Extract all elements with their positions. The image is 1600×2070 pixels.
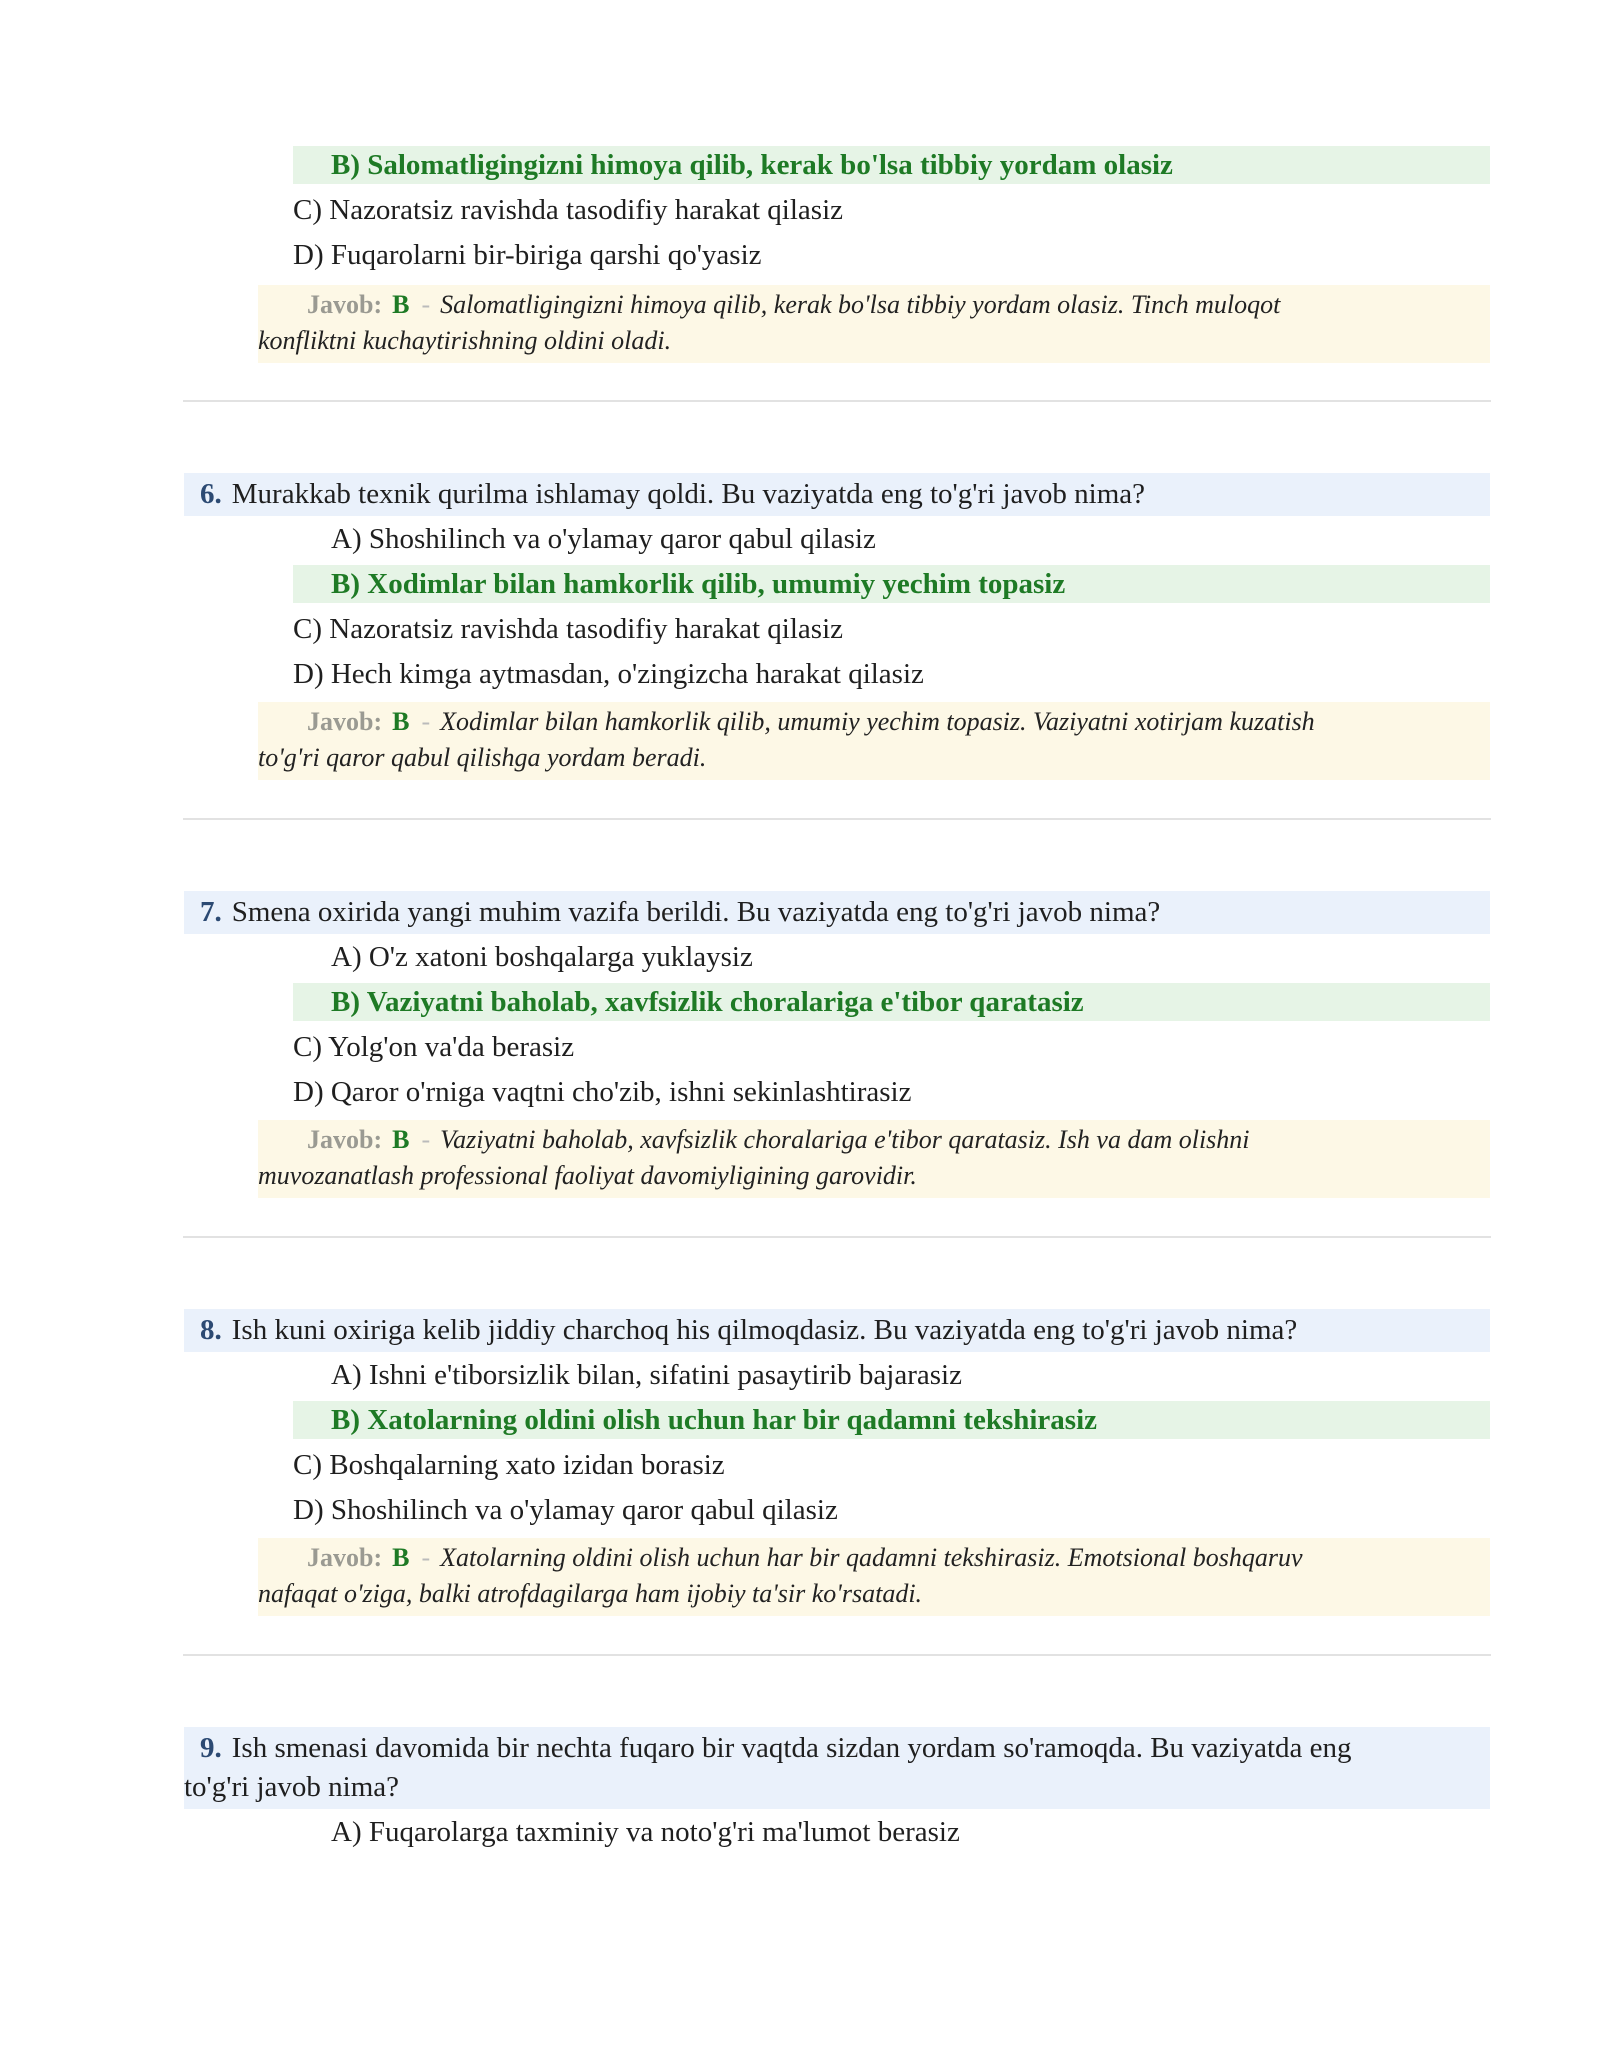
question-number: 9. [200,1732,222,1764]
answer-explanation-line2: muvozanatlash professional faoliyat davomiyligining garovidir. [258,1161,917,1190]
question-text: Smena oxirida yangi muhim vazifa berildi. Bu vaziyatda eng to'g'ri javob nima? [231,896,1161,928]
answer-letter: B [392,1543,410,1572]
q6-question [184,473,1490,516]
answer-dash: - [421,290,431,319]
answer-label: Javob: [307,1125,383,1154]
q6-option-b-correct: B) Xodimlar bilan hamkorlik qilib, umumiy yechim topasiz [293,565,1490,603]
q6-option-a: A) Shoshilinch va o'ylamay qaror qabul qilasiz [331,523,876,555]
q7-option-a: A) O'z xatoni boshqalarga yuklaysiz [331,941,753,973]
answer-explanation-line2: to'g'ri qaror qabul qilishga yordam beradi. [258,743,707,772]
q7-option-d: D) Qaror o'rniga vaqtni cho'zib, ishni sekinlashtirasiz [293,1076,912,1108]
answer-dash: - [421,1125,431,1154]
question-number: 7. [200,896,222,928]
q6-option-d: D) Hech kimga aytmasdan, o'zingizcha harakat qilasiz [293,658,924,690]
q5-option-b-correct: B) Salomatligingizni himoya qilib, kerak bo'lsa tibbiy yordam olasiz [293,146,1490,184]
answer-letter: B [392,290,410,319]
divider [183,818,1491,820]
q7-answer-box [258,1120,1490,1198]
answer-explanation-line1: Xatolarning oldini olish uchun har bir qadamni tekshirasiz. Emotsional boshqaruv [440,1543,1303,1572]
answer-explanation-line2: konfliktni kuchaytirishning oldini oladi. [258,326,672,355]
q8-option-b-correct: B) Xatolarning oldini olish uchun har bir qadamni tekshirasiz [293,1401,1490,1439]
q6-answer-box [258,702,1490,780]
divider [183,1654,1491,1656]
question-text-line2: to'g'ri javob nima? [184,1771,400,1803]
q5-option-c: C) Nazoratsiz ravishda tasodifiy harakat qilasiz [293,194,843,226]
answer-letter: B [392,707,410,736]
q9-question [184,1727,1490,1809]
answer-explanation-line1: Vaziyatni baholab, xavfsizlik choralariga e'tibor qaratasiz. Ish va dam olishni [440,1125,1250,1154]
question-number: 8. [200,1314,222,1346]
answer-label: Javob: [307,707,383,736]
answer-label: Javob: [307,290,383,319]
answer-dash: - [421,1543,431,1572]
q9-option-a: A) Fuqarolarga taxminiy va noto'g'ri ma'lumot berasiz [331,1816,960,1848]
q8-option-c: C) Boshqalarning xato izidan borasiz [293,1449,725,1481]
q8-answer-box [258,1538,1490,1616]
answer-explanation-line2: nafaqat o'ziga, balki atrofdagilarga ham ijobiy ta'sir ko'rsatadi. [258,1579,923,1608]
question-text: Ish kuni oxiriga kelib jiddiy charchoq his qilmoqdasiz. Bu vaziyatda eng to'g'ri javob nima? [231,1314,1298,1346]
q8-question [184,1309,1490,1352]
q8-option-d: D) Shoshilinch va o'ylamay qaror qabul qilasiz [293,1494,838,1526]
question-number: 6. [200,478,222,510]
q7-option-c: C) Yolg'on va'da berasiz [293,1031,575,1063]
answer-explanation-line1: Salomatligingizni himoya qilib, kerak bo'lsa tibbiy yordam olasiz. Tinch muloqot [440,290,1281,319]
q6-option-c: C) Nazoratsiz ravishda tasodifiy harakat qilasiz [293,613,843,645]
answer-explanation-line1: Xodimlar bilan hamkorlik qilib, umumiy yechim topasiz. Vaziyatni xotirjam kuzatish [440,707,1315,736]
question-text-line1: Ish smenasi davomida bir nechta fuqaro bir vaqtda sizdan yordam so'ramoqda. Bu vaziyatda eng [231,1732,1352,1764]
answer-dash: - [421,707,431,736]
q5-option-d: D) Fuqarolarni bir-biriga qarshi qo'yasiz [293,239,762,271]
q7-question [184,891,1490,934]
answer-label: Javob: [307,1543,383,1572]
question-text: Murakkab texnik qurilma ishlamay qoldi. Bu vaziyatda eng to'g'ri javob nima? [231,478,1146,510]
q7-option-b-correct: B) Vaziyatni baholab, xavfsizlik choralariga e'tibor qaratasiz [293,983,1490,1021]
answer-letter: B [392,1125,410,1154]
divider [183,1236,1491,1238]
divider [183,400,1491,402]
q8-option-a: A) Ishni e'tiborsizlik bilan, sifatini pasaytirib bajarasiz [331,1359,962,1391]
q5-answer-box [258,285,1490,363]
